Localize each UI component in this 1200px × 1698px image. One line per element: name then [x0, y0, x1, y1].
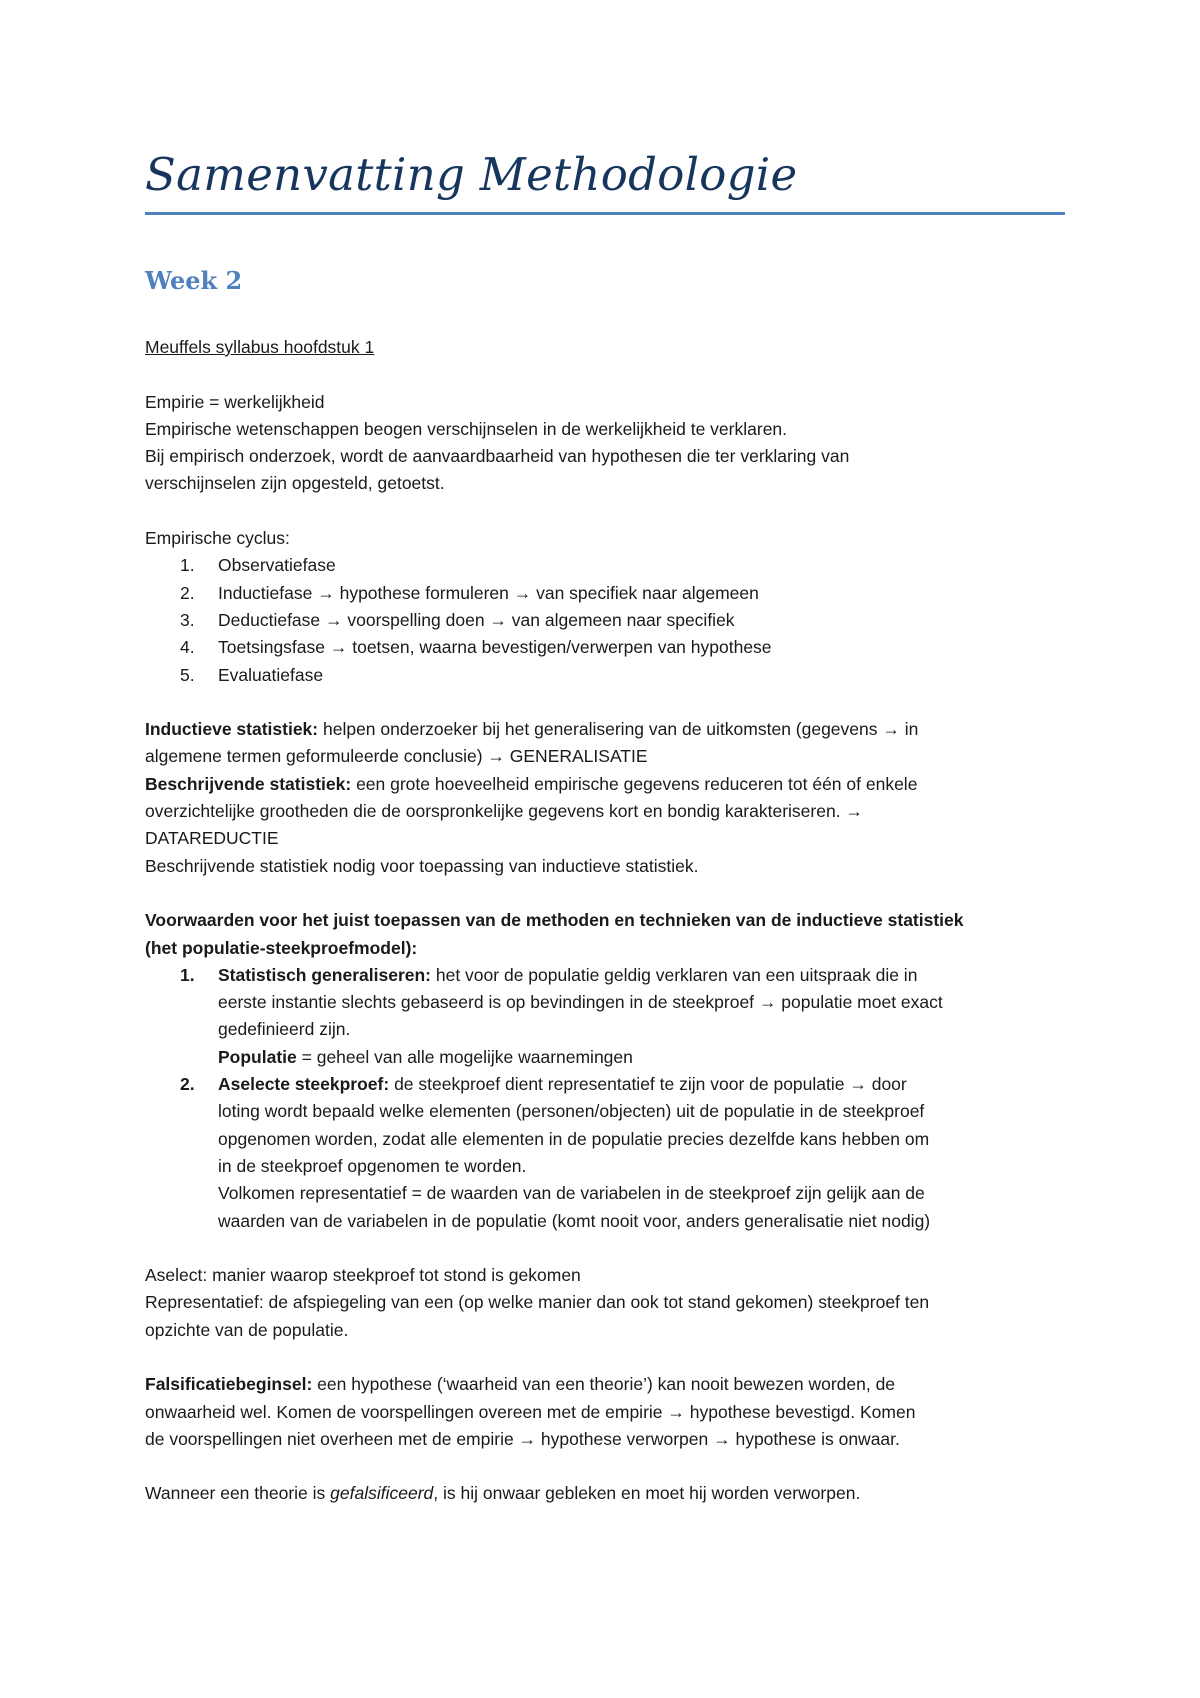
closing-emphasis: gefalsificeerd — [330, 1483, 434, 1504]
cycle-list-item — [145, 662, 1065, 689]
condition-text-line — [145, 1044, 1065, 1071]
descriptive-stats-line: overzichtelijke grootheden die de oorspronkelijke gegevens kort en bondig karakteriseren. → — [145, 801, 863, 822]
condition-text-line: eerste instantie slechts gebaseerd is op bevindingen in de steekproef → populatie moet exact — [218, 992, 943, 1013]
title-underline-rule — [145, 212, 1065, 215]
closing-text-end: , is hij onwaar gebleken en moet hij worden verworpen. — [433, 1483, 861, 1504]
population-definition: = geheel van alle mogelijke waarnemingen — [296, 1046, 633, 1067]
spacer — [145, 1344, 1065, 1371]
cycle-list-item — [145, 634, 1065, 661]
conditions-list-item — [145, 962, 1065, 989]
aselect-line: Representatief: de afspiegeling van een (op welke manier dan ook tot stand gekomen) steekproef ten — [145, 1292, 930, 1313]
condition-text-line: gedefinieerd zijn. — [218, 1019, 351, 1040]
descriptive-stats-line — [145, 771, 1065, 798]
conditions-heading: Voorwaarden voor het juist toepassen van de methoden en technieken van de inductieve statistiek — [145, 910, 964, 931]
condition-text: de steekproef dient representatief te zijn voor de populatie → door — [389, 1074, 907, 1095]
condition-term: Statistisch generaliseren: — [218, 964, 431, 985]
aselect-line: opzichte van de populatie. — [145, 1319, 349, 1340]
closing-text-start: Wanneer een theorie is — [145, 1483, 331, 1504]
inductive-stats-text: helpen onderzoeker bij het generalisering van de uitkomsten (gegevens → in — [318, 719, 919, 740]
cycle-list-item — [145, 607, 1065, 634]
spacer — [145, 361, 1065, 388]
week-heading: Week 2 — [145, 266, 243, 295]
spacer — [145, 880, 1065, 907]
intro-line: Empirie = werkelijkheid — [145, 391, 325, 412]
condition-text: het voor de populatie geldig verklaren van een uitspraak die in — [431, 964, 918, 985]
source-reference: Meuffels syllabus hoofdstuk 1 — [145, 337, 375, 357]
condition-text-line: waarden van de variabelen in de populatie (komt nooit voor, anders generalisatie niet nodig) — [218, 1210, 931, 1231]
aselect-line: Aselect: manier waarop steekproef tot stond is gekomen — [145, 1265, 581, 1286]
intro-line: verschijnselen zijn opgesteld, getoetst. — [145, 473, 445, 494]
falsification-line: de voorspellingen niet overheen met de empirie → hypothese verworpen → hypothese is onwaar. — [145, 1428, 900, 1449]
closing-line — [145, 1480, 1065, 1507]
descriptive-stats-term: Beschrijvende statistiek: — [145, 773, 352, 794]
list-number: 5. — [180, 664, 195, 685]
descriptive-stats-text: een grote hoeveelheid empirische gegevens reduceren tot één of enkele — [351, 773, 918, 794]
condition-text-line: in de steekproef opgenomen te worden. — [218, 1155, 527, 1176]
list-item-text: Evaluatiefase — [218, 664, 324, 685]
spacer — [145, 689, 1065, 716]
list-item-text: Deductiefase → voorspelling doen → van algemeen naar specifiek — [218, 609, 735, 630]
list-number: 2. — [180, 1074, 195, 1095]
list-number: 1. — [180, 555, 195, 576]
condition-text-line: Volkomen representatief = de waarden van de variabelen in de steekproef zijn gelijk aan de — [218, 1183, 925, 1204]
document-title: Samenvatting Methodologie — [145, 148, 798, 201]
document-body — [145, 334, 1065, 1508]
conditions-heading: (het populatie-steekproefmodel): — [145, 937, 418, 958]
falsification-text: een hypothese (‘waarheid van een theorie’) kan nooit bewezen worden, de — [312, 1374, 896, 1395]
intro-line: Bij empirisch onderzoek, wordt de aanvaardbaarheid van hypothesen die ter verklaring van — [145, 446, 850, 467]
spacer — [145, 1453, 1065, 1480]
falsification-term: Falsificatiebeginsel: — [145, 1374, 313, 1395]
list-item-text: Inductiefase → hypothese formuleren → van specifiek naar algemeen — [218, 582, 759, 603]
spacer — [145, 498, 1065, 525]
cycle-list-item — [145, 580, 1065, 607]
falsification-line: onwaarheid wel. Komen de voorspellingen overeen met de empirie → hypothese bevestigd. Komen — [145, 1401, 916, 1422]
condition-term: Aselecte steekproef: — [218, 1074, 390, 1095]
inductive-stats-line — [145, 716, 1065, 743]
inductive-stats-line: algemene termen geformuleerde conclusie) → GENERALISATIE — [145, 746, 648, 767]
list-item-text: Observatiefase — [218, 555, 336, 576]
cycle-heading: Empirische cyclus: — [145, 528, 290, 549]
condition-text-line: loting wordt bepaald welke elementen (personen/objecten) uit de populatie in de steekproef — [218, 1101, 925, 1122]
list-number: 3. — [180, 609, 195, 630]
list-item-text: Toetsingsfase → toetsen, waarna bevestigen/verwerpen van hypothese — [218, 637, 772, 658]
spacer — [145, 1235, 1065, 1262]
intro-line: Empirische wetenschappen beogen verschijnselen in de werkelijkheid te verklaren. — [145, 418, 788, 439]
list-number: 2. — [180, 582, 195, 603]
descriptive-stats-line: Beschrijvende statistiek nodig voor toepassing van inductieve statistiek. — [145, 855, 699, 876]
list-number: 4. — [180, 637, 195, 658]
inductive-stats-term: Inductieve statistiek: — [145, 719, 319, 740]
population-term: Populatie — [218, 1046, 297, 1067]
falsification-line — [145, 1371, 1065, 1398]
condition-text-line: opgenomen worden, zodat alle elementen in de populatie precies dezelfde kans hebben om — [218, 1128, 930, 1149]
descriptive-stats-line: DATAREDUCTIE — [145, 828, 279, 849]
cycle-list-item — [145, 552, 1065, 579]
conditions-list-item — [145, 1071, 1065, 1098]
list-number: 1. — [180, 964, 195, 985]
